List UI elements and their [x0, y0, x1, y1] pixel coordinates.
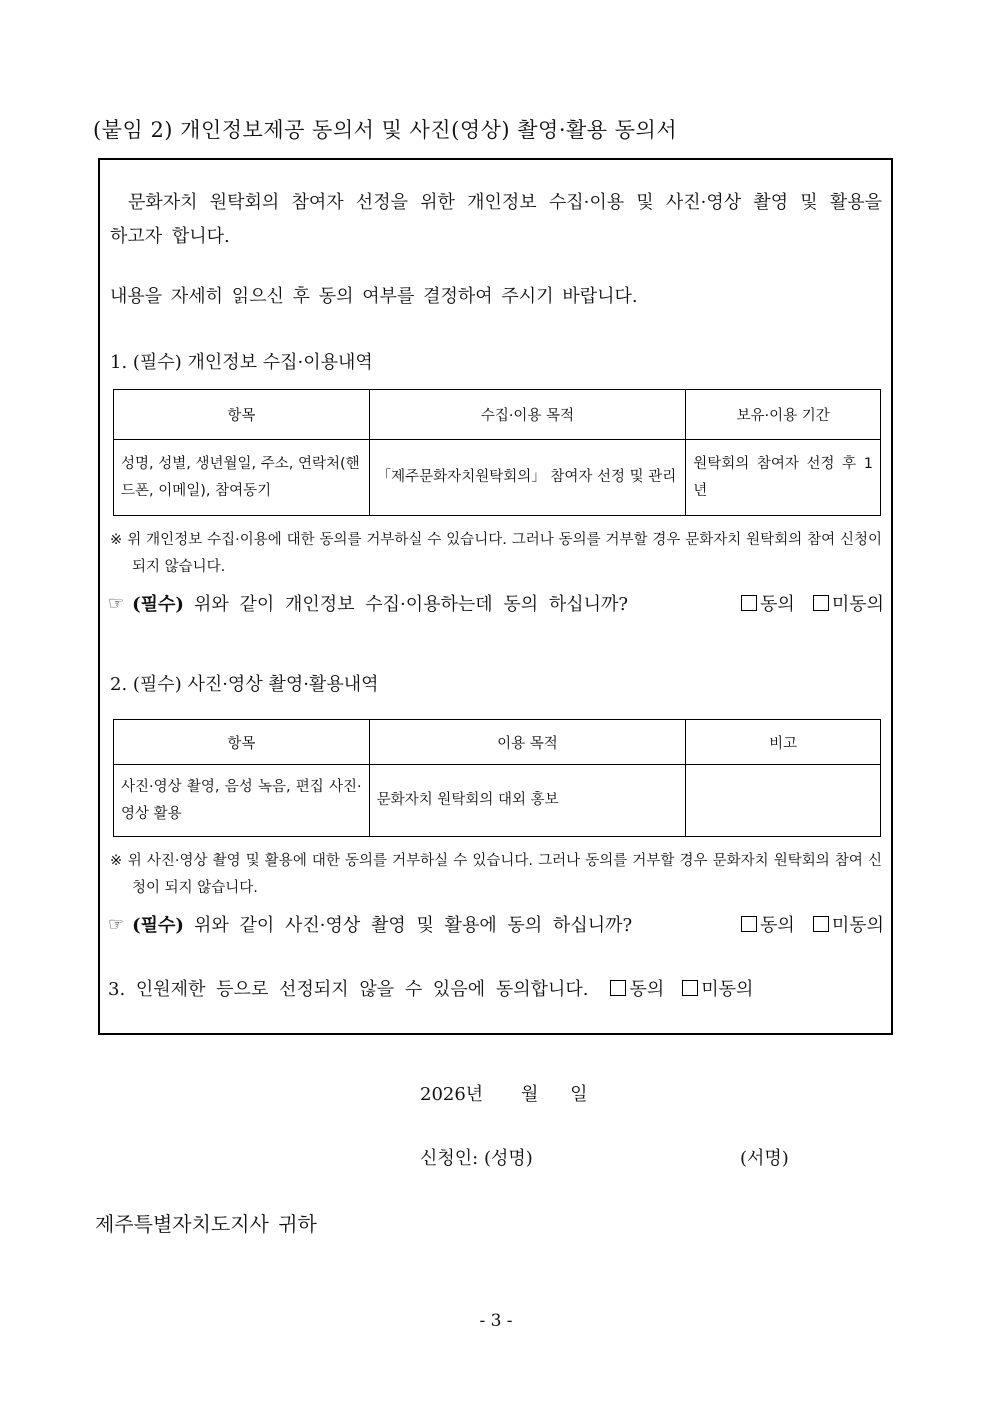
purpose-cell: 「제주문화자치원탁회의」 참여자 선정 및 관리 [369, 440, 686, 516]
section3-text: 3. 인원제한 등으로 선정되지 않을 수 있음에 동의합니다. [108, 979, 589, 1000]
table-row [114, 440, 881, 516]
checkbox-square-icon [741, 916, 757, 932]
disagree-label: 미동의 [831, 594, 884, 615]
personal-info-table [113, 389, 881, 516]
column-header: 항목 [114, 390, 370, 440]
date-day: 일 [570, 1084, 588, 1105]
date-month: 월 [520, 1084, 539, 1105]
section2-title: 2. (필수) 사진·영상 촬영·활용내역 [110, 674, 379, 695]
disagree-label: 미동의 [701, 979, 754, 1000]
agree-checkbox[interactable] [592, 975, 664, 1001]
table-header-row [114, 390, 881, 440]
page-number: - 3 - [479, 1311, 513, 1331]
column-header: 수집·이용 목적 [369, 390, 686, 440]
signature-label: (서명) [740, 1148, 789, 1169]
column-header: 비고 [686, 720, 881, 765]
table-header-row [114, 720, 881, 765]
checkbox-square-icon [813, 595, 829, 611]
column-header: 보유·이용 기간 [686, 390, 881, 440]
agree-label: 동의 [629, 979, 665, 1000]
required-label: (필수) [132, 915, 184, 936]
period-cell: 원탁회의 참여자 선정 후 1년 [686, 440, 881, 516]
checkbox-square-icon [741, 595, 757, 611]
table-row [114, 765, 881, 837]
agree-checkbox[interactable] [723, 911, 795, 937]
applicant-name-label: 신청인: (성명) [420, 1148, 533, 1169]
question-text: 위와 같이 개인정보 수집·이용하는데 동의 하십니까? [193, 594, 629, 615]
disagree-label: 미동의 [831, 915, 884, 936]
intro-paragraph: 문화자치 원탁회의 참여자 선정을 위한 개인정보 수집·이용 및 사진·영상 촬영 및 활용을 하고자 합니다. [110, 192, 882, 247]
disagree-checkbox[interactable] [664, 975, 753, 1001]
checkbox-square-icon [813, 916, 829, 932]
purpose-cell: 문화자치 원탁회의 대외 홍보 [369, 765, 686, 837]
question-text: 위와 같이 사진·영상 촬영 및 활용에 동의 하십니까? [193, 915, 633, 936]
checkbox-square-icon [682, 980, 698, 996]
pointing-hand-icon: ☞ [108, 592, 125, 614]
item-cell: 사진·영상 촬영, 음성 녹음, 편집 사진·영상 활용 [114, 765, 370, 837]
column-header: 항목 [114, 720, 370, 765]
agree-label: 동의 [760, 915, 795, 936]
remark-cell [686, 765, 881, 837]
date-line [420, 1080, 587, 1106]
disagree-checkbox[interactable] [795, 590, 884, 616]
section1-question [108, 590, 884, 616]
consent-form-box [98, 158, 893, 1035]
notice-text: 내용을 자세히 읽으신 후 동의 여부를 결정하여 주시기 바랍니다. [110, 286, 638, 307]
section1-title: 1. (필수) 개인정보 수집·이용내역 [110, 352, 373, 373]
attachment-title: (붙임 2) 개인정보제공 동의서 및 사진(영상) 촬영·활용 동의서 [93, 118, 678, 142]
section2-question [108, 911, 884, 937]
section1-note: ※ 위 개인정보 수집·이용에 대한 동의를 거부하실 수 있습니다. 그러나 동의를 거부할 경우 문화자치 원탁회의 참여 신청이 되지 않습니다. [110, 532, 882, 575]
required-label: (필수) [132, 594, 184, 615]
section2-note: ※ 위 사진·영상 촬영 및 활용에 대한 동의를 거부하실 수 있습니다. 그러나 동의를 거부할 경우 문화자치 원탁회의 참여 신청이 되지 않습니다. [110, 853, 882, 896]
agree-checkbox[interactable] [723, 590, 795, 616]
pointing-hand-icon: ☞ [108, 913, 125, 935]
section3-statement [108, 975, 753, 1001]
column-header: 이용 목적 [369, 720, 686, 765]
checkbox-square-icon [610, 980, 626, 996]
date-year: 2026년 [420, 1084, 484, 1105]
photo-video-table [113, 719, 881, 837]
agree-label: 동의 [760, 594, 795, 615]
recipient: 제주특별자치도지사 귀하 [95, 1212, 317, 1236]
item-cell: 성명, 성별, 생년월일, 주소, 연락처(핸드폰, 이메일), 참여동기 [114, 440, 370, 516]
disagree-checkbox[interactable] [795, 911, 884, 937]
